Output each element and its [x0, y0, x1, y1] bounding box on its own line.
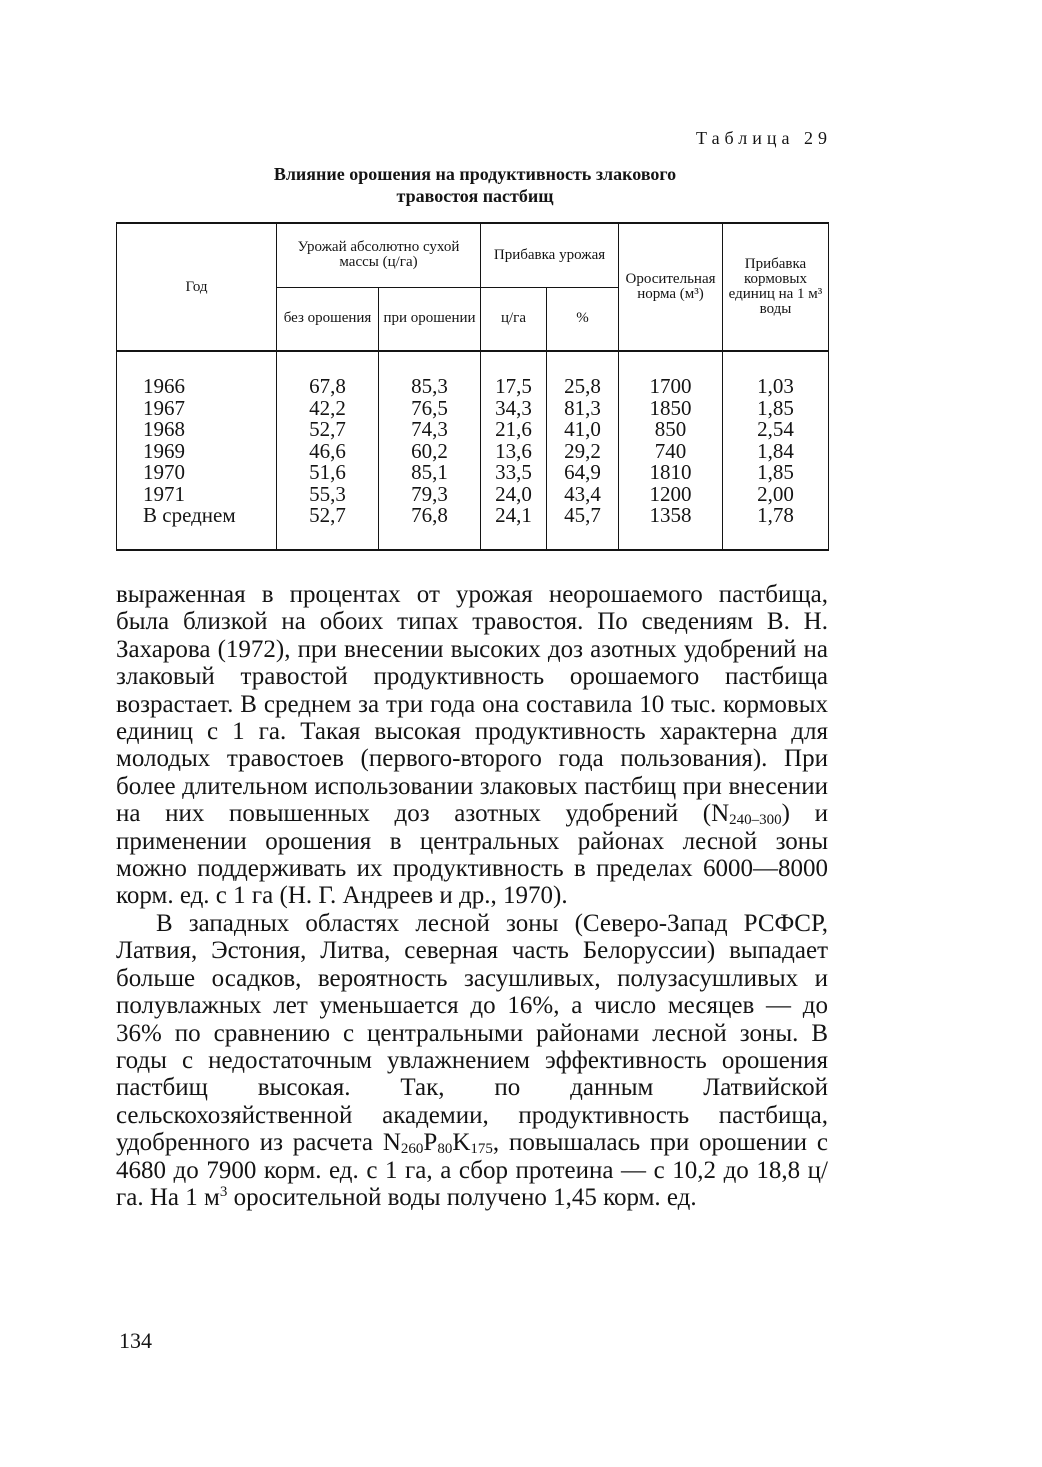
data-table [116, 222, 829, 551]
page-number: 134 [119, 1328, 152, 1353]
column-feed-units: 1,03 1,85 2,54 1,84 1,85 2,00 1,78 [723, 351, 829, 550]
formula-k: K [452, 1129, 471, 1157]
caption-line-1: Влияние орошения на продуктивность злакового [273, 164, 677, 184]
paragraph-2-text-mid: , повышалась при орошении с 4680 до 7900 корм. ед. с 1 га, а сбор протеина — с 10,2 до 18,8 ц/га. На 1 м [116, 1129, 828, 1211]
formula-p: P [423, 1129, 438, 1157]
header-gain: Прибавка урожая [481, 223, 619, 287]
column-gain-ch: 17,5 34,3 21,6 13,6 33,5 24,0 24,1 [481, 351, 547, 550]
paragraph-2 [116, 910, 828, 1211]
header-with-irrigation: при орошении [379, 287, 481, 351]
caption-line-2: травостоя пастбищ [396, 186, 554, 206]
paragraph-2-text: В западных областях лесной зоны (Северо-Запад РСФСР, Латвия, Эстония, Литва, северная часть Белоруссии) выпадает больше осадков, вероятность засушливых, полузасушливых и полувлажных лет уменьшается до 16%, а число месяцев — до 36% по сравнению с центральными районами лесной зоны. В годы с недостаточным увлажнением эффективность орошения пастбищ высокая. Так, по данным Латвийской сельскохозяйственной академии, продуктивность пастбища, удобренного из расчета N [116, 909, 828, 1157]
column-without-irrigation: 67,8 42,2 52,7 46,6 51,6 55,3 52,7 [277, 351, 379, 550]
paragraph-1-text-end: ) и применении орошения в центральных районах лесной зоны можно поддерживать их продуктивность в пределах 6000—8000 корм. ед. с 1 га (Н. Г. Андреев и др., 1970). [116, 800, 828, 910]
subscript-k: 175 [470, 1141, 493, 1158]
header-gain-ch: ц/га [481, 287, 547, 351]
subscript-p: 80 [437, 1141, 453, 1158]
column-irrigation-norm: 1700 1850 850 740 1810 1200 1358 [619, 351, 723, 550]
header-yield: Урожай абсолютно сухой массы (ц/га) [277, 223, 481, 287]
column-years: 1966 1967 1968 1969 1970 1971 В среднем [117, 351, 277, 550]
column-gain-pct: 25,8 81,3 41,0 29,2 64,9 43,4 45,7 [547, 351, 619, 550]
paragraph-1 [116, 581, 828, 910]
column-with-irrigation: 85,3 76,5 74,3 60,2 85,1 79,3 76,8 [379, 351, 481, 550]
paragraph-1-text: выраженная в процентах от урожая неорошаемого пастбища, была близкой на обоих типах травостоя. По сведениям В. Н. Захарова (1972), при внесении высоких доз азотных удобрений на злаковый травостой продуктивность орошаемого пастбища возрастает. В среднем за три года она составила 10 тыс. кормовых единиц с 1 га. Такая высокая продуктивность характерна для молодых травостоев (первого-второго года пользования). При более длительном использовании злаковых пастбищ при внесении на них повышенных доз азотных удобрений (N [116, 581, 828, 828]
header-gain-pct: % [547, 287, 619, 351]
table-caption [150, 163, 800, 207]
body-text [116, 581, 828, 1211]
paragraph-2-text-end: оросительной воды получено 1,45 корм. ед. [227, 1183, 697, 1211]
paragraph-1-subscript: 240–300 [729, 812, 782, 829]
subscript-n: 260 [400, 1141, 424, 1158]
superscript-3: 3 [219, 1183, 228, 1200]
table-label: Таблица 29 [696, 128, 832, 148]
header-irrigation-norm: Оросительная норма (м³) [619, 223, 723, 351]
header-year: Год [117, 223, 277, 351]
header-without-irrigation: без орошения [277, 287, 379, 351]
header-feed-units: Прибавка кормовых единиц на 1 м³ воды [723, 223, 829, 351]
